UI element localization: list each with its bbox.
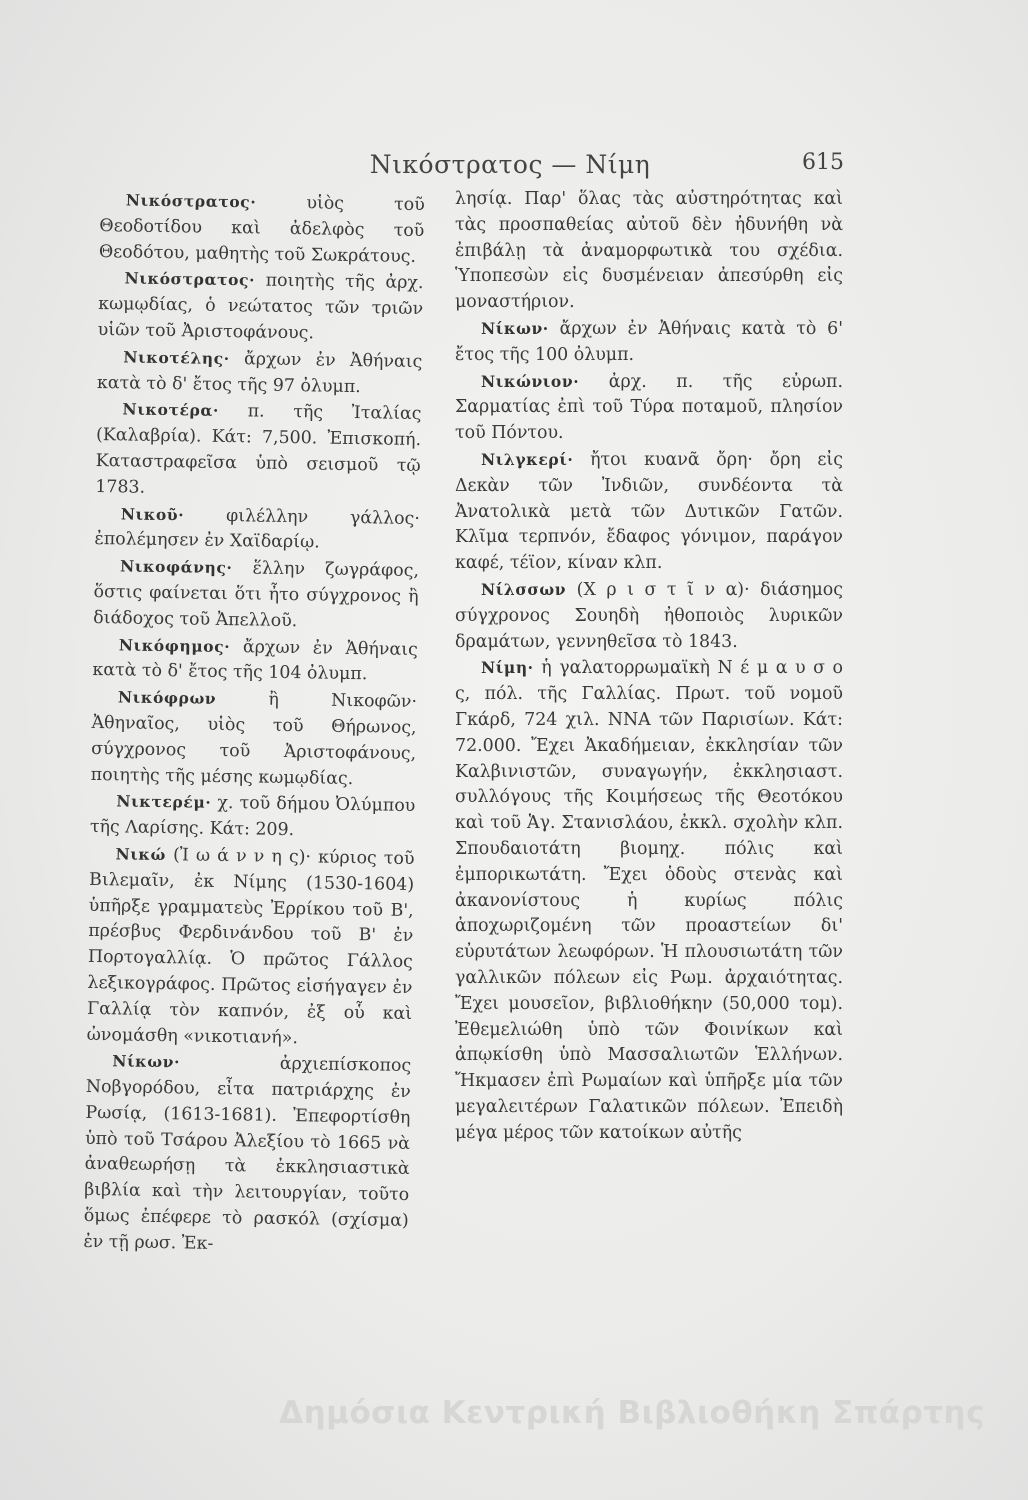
- entry-text: ποιητὴς τῆς ἀρχ. κωμῳδίας, ὁ νεώτατος τῶν τριῶν υἱῶν τοῦ Ἀριστοφάνους.: [97, 270, 424, 344]
- entry-headword: Νικοφάνης·: [119, 556, 233, 578]
- entry-text: ἄρχων ἐν Ἀθήναις κατὰ τὸ 6' ἔτος τῆς 100 ὀλυμπ.: [455, 318, 843, 365]
- entry-text: λησίᾳ. Παρ' ὅλας τὰς αὐστηρότητας καὶ τὰς προσπαθείας αὐτοῦ δὲν ἠδυνήθη νὰ ἐπιβάλῃ τὰ ἀναμορφωτικὰ του σχέδια. Ὑποπεσὼν εἰς δυσμένειαν ἀπεσύρθη εἰς μοναστήριον.: [455, 189, 843, 313]
- entry-headword: Νικόφημος·: [118, 634, 231, 656]
- dictionary-entry: [83, 1048, 411, 1260]
- entry-text: ἢ Νικοφῶν· Ἀθηναῖος, υἱὸς τοῦ Θήρωνος, σύγχρονος τοῦ Ἀριστοφάνους, ποιητὴς τῆς μέσης κωμῳδίας.: [90, 689, 418, 789]
- dictionary-entry: [455, 316, 843, 369]
- entry-text: (Ἰ ω ά ν ν η ς)· κύριος τοῦ Βιλεμαῖν, ἐκ Νίμης (1530-1604) ὑπῆρξε γραμματεὺς Ἐρρίκου τοῦ Β', πρέσβυς Φερδινάνδου τοῦ Β' ἐν Πορτογαλλίᾳ. Ὁ πρῶτος Γάλλος λεξικογράφος. Πρῶτος εἰσήγαγεν ἐν Γαλλίᾳ τὸν καπνόν, ἐξ οὗ καὶ ὠνομάσθη «νικοτιανή».: [86, 845, 415, 1048]
- entry-headword: Νικόφρων: [117, 687, 217, 709]
- entry-text: φιλέλλην γάλλος· ἐπολέμησεν ἐν Χαϊδαρίῳ.: [94, 504, 420, 553]
- dictionary-entry: [455, 187, 843, 316]
- left-column: [83, 187, 425, 1261]
- dictionary-entry: [95, 396, 422, 505]
- dictionary-entry: [455, 369, 843, 447]
- dictionary-entry: [94, 501, 420, 559]
- right-column: [455, 187, 843, 1146]
- entry-headword: Νικόστρατος·: [124, 268, 256, 290]
- entry-text: χ. τοῦ δήμου Ὀλύμπου τῆς Λαρίσης. Κάτ: 209.: [89, 793, 416, 841]
- dictionary-entry: [98, 265, 424, 348]
- dictionary-entry: [99, 187, 425, 270]
- entry-text: ἤτοι κυανᾶ ὄρη· ὄρη εἰς Δεκὰν τῶν Ἰνδιῶν, συνδέοντα τὰ Ἀνατολικὰ μετὰ τῶν Δυτικῶν Γατῶν. Κλῖμα τερπνόν, ἔδαφος γόνιμον, παράγον καφέ, τέϊον, κίναν κλπ.: [455, 449, 843, 574]
- entry-headword: Νίκων·: [481, 318, 549, 338]
- entry-text: ἀρχιεπίσκοπος Νοβγορόδου, εἶτα πατριάρχης ἐν Ρωσίᾳ, (1613-1681). Ἐπεφορτίσθη ὑπὸ τοῦ Τσάρου Ἀλεξίου τὸ 1665 νὰ ἀναθεωρήσῃ τὰ ἐκκλησιαστικὰ βιβλία καὶ τὴν λειτουργίαν, τοῦτο ὅμως ἐπέφερε τὸ ρασκόλ (σχίσμα) ἐν τῇ ρωσ. Ἐκ-: [83, 1052, 412, 1254]
- dictionary-entry: [91, 684, 418, 793]
- running-header: Νικόστρατος — Νίμη: [369, 150, 651, 179]
- entry-text: (Χ ρ ι σ τ ῖ ν α)· διάσημος σύγχρονος Σουηδὴ ἠθοποιὸς λυρικῶν δραμάτων, γεννηθεῖσα τὸ 1843.: [455, 579, 843, 652]
- entry-headword: Νίκων·: [112, 1051, 181, 1072]
- dictionary-entry: [455, 447, 843, 577]
- dictionary-entry: [455, 655, 843, 1146]
- entry-headword: Νικόστρατος·: [125, 190, 257, 212]
- entry-text: ἄρχων ἐν Ἀθήναις κατὰ τὸ δ' ἔτος τῆς 97 ὀλυμπ.: [96, 348, 423, 397]
- dictionary-entry: [90, 788, 416, 846]
- entry-headword: Νικοῦ·: [120, 503, 185, 524]
- dictionary-entry: [93, 553, 419, 636]
- entry-headword: Νίλσσων: [481, 579, 567, 599]
- entry-text: ἡ γαλατορρωμαϊκὴ Ν έ μ α υ σ ο ς, πόλ. τῆς Γαλλίας. Πρωτ. τοῦ νομοῦ Γκάρδ, 724 χιλ. ΝΝΑ τῶν Παρισίων. Κάτ: 72.000. Ἔχει Ἀκαδήμειαν, ἐκκλησίαν τῶν Καλβινιστῶν, συναγωγήν, ἐκκλησιαστ. συλλόγους τῆς Κοιμήσεως τῆς Θεοτόκου καὶ τοῦ Ἁγ. Στανισλάου, ἐκκλ. σχολὴν κλπ. Σπουδαιοτάτη βιομηχ. πόλις καὶ ἐμπορικωτάτη. Ἔχει ὁδοὺς στενὰς καὶ ἀκανονίστους ἡ κυρίως πόλις ἀποχωριζομένη τῶν προαστείων δι' εὐρυτάτων λεωφόρων. Ἡ πλουσιωτάτη τῶν γαλλικῶν πόλεων εἰς Ρωμ. ἀρχαιότητας. Ἔχει μουσεῖον, βιβλιοθήκην (50,000 τομ). Ἐθεμελιώθη ὑπὸ τῶν Φοινίκων καὶ ἀπῳκίσθη ὑπὸ Μασσαλιωτῶν Ἑλλήνων. Ἤκμασεν ἐπὶ Ρωμαίων καὶ ὑπῆρξε μία τῶν μεγαλειτέρων Γαλατικῶν πόλεων. Ἐπειδὴ μέγα μέρος τῶν κατοίκων αὐτῆς: [455, 658, 843, 1143]
- entry-headword: Νίμη·: [481, 658, 534, 678]
- entry-headword: Νικοτέλης·: [123, 347, 230, 368]
- entry-text: ἀρχ. π. τῆς εὐρωπ. Σαρματίας ἐπὶ τοῦ Τύρα ποταμοῦ, πλησίον τοῦ Πόντου.: [455, 371, 843, 444]
- entry-text: υἱὸς τοῦ Θεοδοτίδου καὶ ἀδελφὸς τοῦ Θεοδότου, μαθητὴς τοῦ Σωκράτους.: [98, 192, 425, 267]
- entry-text: ἕλλην ζωγράφος, ὅστις φαίνεται ὅτι ἦτο σύγχρονος ἢ διάδοχος τοῦ Ἀπελλοῦ.: [93, 558, 420, 631]
- dictionary-entry: [92, 631, 418, 689]
- entry-text: ἄρχων ἐν Ἀθήναις κατὰ τὸ δ' ἔτος τῆς 104 ὀλυμπ.: [92, 636, 418, 685]
- dictionary-entry: [86, 841, 414, 1053]
- page-number: 615: [802, 150, 844, 175]
- library-watermark: Δημόσια Κεντρική Βιβλιοθήκη Σπάρτης: [279, 1395, 985, 1431]
- entry-headword: Νικώνιον·: [481, 371, 580, 391]
- dictionary-entry: [97, 344, 423, 402]
- entry-headword: Νικτερέμ·: [116, 791, 212, 813]
- entry-headword: Νιλγκερί·: [481, 449, 574, 469]
- entry-headword: Νικώ: [115, 844, 167, 865]
- entry-headword: Νικοτέρα·: [122, 399, 220, 421]
- dictionary-entry: [455, 577, 843, 655]
- entry-text: π. τῆς Ἰταλίας (Καλαβρία). Κάτ: 7,500. Ἐπισκοπή. Καταστραφεῖσα ὑπὸ σεισμοῦ τῷ 1783.: [95, 401, 422, 498]
